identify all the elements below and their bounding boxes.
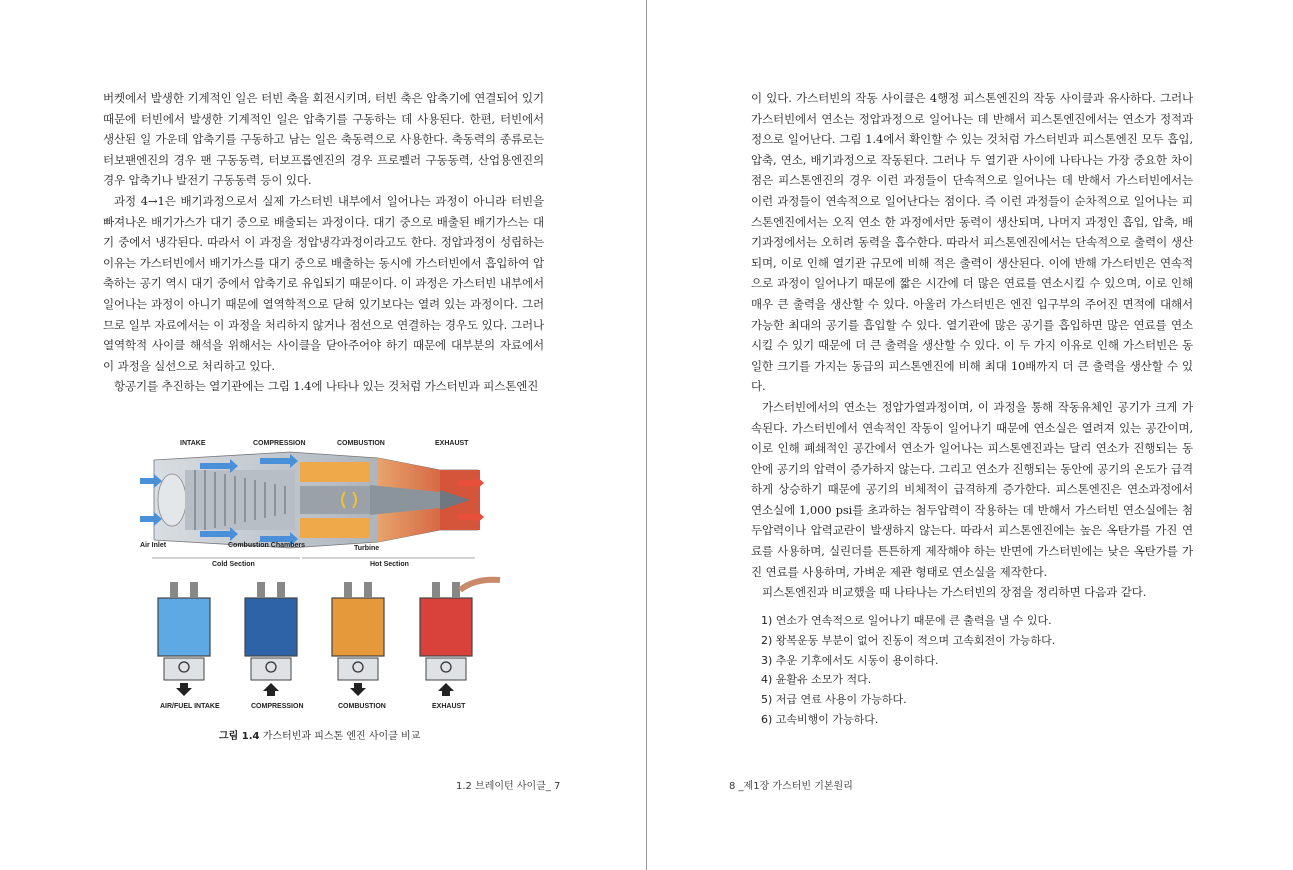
piston-cylinder-1 [158,582,210,696]
label-piston-intake: AIR/FUEL INTAKE [160,703,220,710]
left-page [0,0,646,870]
label-exhaust: EXHAUST [435,440,469,447]
label-piston-compression: COMPRESSION [251,703,304,710]
engine-illustration [140,430,520,720]
label-air-inlet: Air Inlet [140,542,167,549]
right-paragraph-1: 이 있다. 가스터빈의 작동 사이클은 4행정 피스톤엔진의 작동 사이클과 유사하다. 그러나 가스터빈에서 연소는 정압과정으로 일어나는 데 반해서 피스톤엔진에서는 연소가 정적과정으로 일어난다. 그림 1.4에서 확인할 수 있는 것처럼 가스터빈과 피스톤엔진 모두 흡입, 압축, 연소, 배기과정으로 작동된다. 그러나 두 열기관 사이에 나타나는 가장 중요한 차이점은 피스톤엔진의 경우 이런 과정들이 단속적으로 일어나는 데 반해서 가스터빈에서는 이런 과정들이 연속적으로 일어난다는 점이다. 즉 이런 과정들이 순차적으로 일어나는 피스톤엔진에서는 오직 연소 한 과정에서만 동력이 생산되며, 나머지 과정인 흡입, 압축, 배기과정에서는 오히려 동력을 흡수한다. 따라서 피스톤엔진에서는 단속적으로 출력이 생산되며, 이로 인해 열기관 규모에 비해 적은 출력이 생산된다. 이에 반해 가스터빈은 연속적으로 과정이 일어나기 때문에 짧은 시간에 더 많은 연료를 연소시킬 수 있으며, 이로 인해 매우 큰 출력을 생산할 수 있다. 아울러 가스터빈은 엔진 입구부의 주어진 면적에 대해서 가능한 최대의 공기를 흡입할 수 있다. 열기관에 많은 공기를 흡입하면 많은 연료를 연소시킬 수 있기 때문에 더 큰 출력을 생산할 수 있다. 이 두 가지 이유로 인해 가스터빈은 동일한 크기를 가지는 동급의 피스톤엔진에 비해 최대 10배까지 더 큰 출력을 생산할 수 있다. [751,91,1193,394]
piston-cylinder-3 [332,582,384,696]
label-compression: COMPRESSION [253,440,306,447]
left-paragraph-2: 과정 4→1은 배기과정으로서 실제 가스터빈 내부에서 일어나는 과정이 아니라 터빈을 빠져나온 배기가스가 대기 중으로 배출되는 과정이다. 대기 중으로 배출된 배기가스는 대기 중에서 냉각된다. 따라서 이 과정을 정압냉각과정이라고도 한다. 정압과정이 성립하는 이유는 가스터빈에서 배기가스를 대기 중으로 배출하는 동시에 가스터빈에서 흡입하여 압축하는 공기 역시 대기 중에서 압축기로 유입되기 때문이다. 이 과정은 가스터빈 내부에서 일어나는 과정이 아니기 때문에 열역학적으로 닫혀 있기보다는 열려 있는 과정이다. 그러므로 일부 자료에서는 이 과정을 처리하지 않거나 점선으로 연결하는 경우도 있다. 그러나 열역학적 사이클 해석을 위해서는 사이클을 닫아주어야 하기 때문에 대부분의 자료에서 이 과정을 실선으로 처리하고 있다. [103,193,544,373]
right-page-footer: 8 _제1장 가스터빈 기본원리 [729,781,853,792]
right-page [647,0,1293,870]
list-item: 6) 고속비행이 가능하다. [761,712,879,726]
list-item: 5) 저급 연료 사용이 가능하다. [761,693,907,707]
label-piston-exhaust: EXHAUST [432,703,466,710]
combustion-chamber-bottom [300,518,370,538]
advantages-list [761,611,1055,730]
list-item: 1) 연소가 연속적으로 일어나기 때문에 큰 출력을 낼 수 있다. [761,614,1052,627]
label-turbine: Turbine [354,545,380,552]
label-combustion: COMBUSTION [337,440,385,447]
label-piston-combustion: COMBUSTION [338,703,386,710]
right-paragraph-2: 가스터빈에서의 연소는 정압가열과정이며, 이 과정을 통해 작동유체인 공기가 크게 가속된다. 가스터빈에서 연속적인 작동이 일어나기 때문에 연소실은 열려져 있는 공간이며, 이로 인해 폐쇄적인 공간에서 연소가 일어나는 피스톤엔진과는 달리 연소가 진행되는 동안에 공기의 압력이 증가하지 않는다. 그리고 연소가 진행되는 동안에 공기의 온도가 급격하게 상승하기 때문에 공기의 비체적이 급격하게 증가한다. 피스톤엔진은 연소과정에서 연소실에 1,000 psi를 초과하는 첨두압력이 작용하는 데 반해서 가스터빈 연소실에는 첨두압력이나 압력교란이 발생하지 않는다. 따라서 피스톤엔진에는 높은 옥탄가를 가진 연료를 사용하며, 실린더를 튼튼하게 제작해야 하는 반면에 가스터빈에는 낮은 옥탄가를 가진 연료를 사용하며, 가벼운 제관 형태로 연소실을 제작한다. [751,399,1193,579]
left-body-text [103,88,544,397]
combustion-chamber-top [300,462,370,482]
list-item: 3) 추운 기후에서도 시동이 용이하다. [761,653,939,667]
label-hot-section: Hot Section [370,561,409,568]
left-page-footer: 1.2 브레이턴 사이클_ 7 [456,781,561,792]
left-paragraph-3: 항공기를 추진하는 열기관에는 그림 1.4에 나타나 있는 것처럼 가스터빈과 피스톤엔진 [114,379,539,394]
figure-caption-text: 가스터빈과 피스톤 엔진 사이클 비교 [262,731,421,742]
turbine-engine-diagram [140,452,484,548]
engine-cycle-figure [140,430,520,720]
figure-caption-number: 그림 1.4 [219,731,260,742]
left-paragraph-1: 버켓에서 발생한 기계적인 일은 터빈 축을 회전시키며, 터빈 축은 압축기에 연결되어 있기 때문에 터빈에서 발생한 기계적인 일은 압축기를 구동하는 데 사용된다. 한편, 터빈에서 생산된 일 가운데 압축기를 구동하고 남는 일은 축동력으로 사용한다. 축동력의 종류로는 터보팬엔진의 경우 팬 구동동력, 터보프롭엔진의 경우 프로펠러 구동동력, 산업용엔진의 경우 압축기나 발전기 구동동력 등이 있다. [103,91,544,188]
label-combustion-chambers: Combustion Chambers [228,542,306,549]
right-paragraph-3: 피스톤엔진과 비교했을 때 나타나는 가스터빈의 장점을 정리하면 다음과 같다. [762,585,1147,600]
label-intake: INTAKE [180,440,206,447]
piston-cylinder-2 [245,582,297,696]
right-body-text [751,88,1193,603]
piston-cylinder-4 [420,580,500,696]
figure-caption [219,727,420,742]
list-item: 2) 왕복운동 부분이 없어 진동이 적으며 고속회전이 가능하다. [761,633,1056,647]
list-item: 4) 윤활유 소모가 적다. [761,673,872,687]
label-cold-section: Cold Section [212,561,255,568]
